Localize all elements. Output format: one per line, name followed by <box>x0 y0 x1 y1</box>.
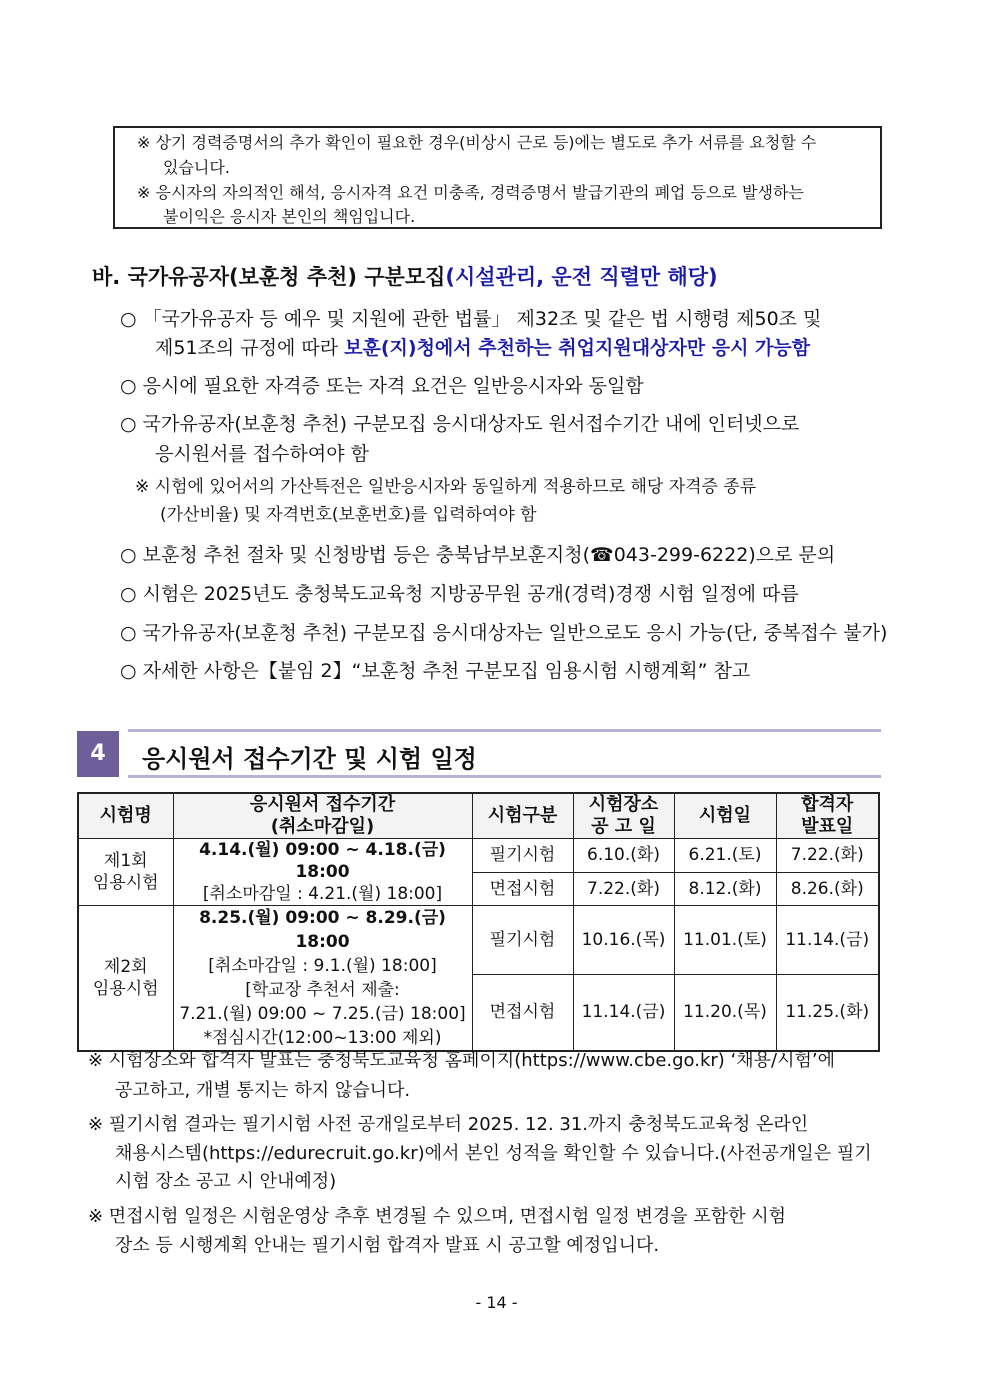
bullet-7: ○ 자세한 사항은【붙임 2】“보훈청 추천 구분모집 임용시험 시행계획” 참고 <box>120 660 751 682</box>
round-2-interview-venue: 11.14.(금) <box>573 974 674 1051</box>
footnote-2-line-3: 시험 장소 공고 시 안내예정) <box>115 1171 337 1192</box>
round-2-interview-exam: 11.20.(목) <box>674 974 776 1051</box>
round-1-period-text: 4.14.(월) 09:00 ~ 4.18.(금) 18:00 <box>199 840 446 882</box>
section-4-rule-bottom <box>128 775 881 778</box>
bullet-3-line-1: ○ 국가유공자(보훈청 추천) 구분모집 응시대상자도 원서접수기간 내에 인터넷으로 <box>120 413 800 435</box>
round-2-name-line-1: 제2회 <box>103 957 148 977</box>
round-2-cancel: [취소마감일 : 9.1.(월) 18:00] <box>208 956 437 976</box>
round-2-name <box>78 906 173 1052</box>
round-1-name-line-1: 제1회 <box>103 851 148 871</box>
bullet-6: ○ 국가유공자(보훈청 추천) 구분모집 응시대상자는 일반으로도 응시 가능(단, 중복접수 불가) <box>120 622 888 644</box>
bullet-1-text: 제51조의 규정에 따라 <box>155 337 345 359</box>
round-1-written-result: 7.22.(화) <box>776 839 879 873</box>
page-number: - 14 - <box>475 1293 518 1312</box>
bullet-3-note-line-1: ※ 시험에 있어서의 가산특전은 일반응시자와 동일하게 적용하므로 해당 자격증 종류 <box>135 477 757 497</box>
footnote-2-line-2: 채용시스템(https://edurecruit.go.kr)에서 본인 성적을 확인할 수 있습니다.(사전공개일은 필기 <box>115 1143 872 1164</box>
round-2-period-text: 8.25.(월) 09:00 ~ 8.29.(금) 18:00 <box>199 908 446 952</box>
header-period-line-2: (취소마감일) <box>270 816 375 837</box>
note-line: ※ 응시자의 자의적인 해석, 응시자격 요건 미충족, 경력증명서 발급기관의 폐업 등으로 발생하는 <box>137 183 804 202</box>
bullet-3-note-line-2: (가산비율) 및 자격번호(보훈번호)를 입력하여야 함 <box>160 505 537 525</box>
round-1-written-exam: 6.21.(토) <box>674 839 776 873</box>
bullet-4: ○ 보훈청 추천 절차 및 신청방법 등은 충북남부보훈지청(☎043-299-6222)으로 문의 <box>120 544 836 566</box>
schedule-table <box>77 792 880 1052</box>
round-2-school-line-1: [학교장 추천서 제출: <box>245 980 400 1000</box>
footnote-3-line-2: 장소 등 시행계획 안내는 필기시험 합격자 발표 시 공고할 예정입니다. <box>115 1235 660 1256</box>
bullet-1-highlight: 보훈(지)청에서 추천하는 취업지원대상자만 응시 가능함 <box>344 337 811 359</box>
table-row <box>78 839 879 873</box>
header-exam-type: 시험구분 <box>472 793 573 839</box>
footnote-2-line-1: ※ 필기시험 결과는 필기시험 사전 공개일로부터 2025. 12. 31.까지 충청북도교육청 온라인 <box>88 1114 809 1135</box>
header-exam-date: 시험일 <box>674 793 776 839</box>
bullet-2: ○ 응시에 필요한 자격증 또는 자격 요건은 일반응시자와 동일함 <box>120 375 644 397</box>
round-2-school-line-2: 7.21.(월) 09:00 ~ 7.25.(금) 18:00] <box>179 1004 466 1024</box>
header-result <box>776 793 879 839</box>
note-line: 불이익은 응시자 본인의 책임입니다. <box>163 207 416 226</box>
header-period-line-1: 응시원서 접수기간 <box>249 794 396 815</box>
round-1-interview-type: 면접시험 <box>472 872 573 906</box>
footnote-1-line-2: 공고하고, 개별 통지는 하지 않습니다. <box>115 1080 411 1101</box>
section-title-text: 바. 국가유공자(보훈청 추천) 구분모집 <box>92 265 446 289</box>
round-1-name-line-2: 임용시험 <box>92 873 159 893</box>
round-2-interview-result: 11.25.(화) <box>776 974 879 1051</box>
header-result-line-2: 발표일 <box>801 816 854 837</box>
section-title <box>92 261 718 291</box>
note-line: ※ 상기 경력증명서의 추가 확인이 필요한 경우(비상시 근로 등)에는 별도로 추가 서류를 요청할 수 <box>137 133 817 152</box>
round-2-written-exam: 11.01.(토) <box>674 906 776 975</box>
table-row <box>78 906 879 975</box>
header-venue-line-2: 공 고 일 <box>591 816 656 837</box>
header-venue <box>573 793 674 839</box>
note-box <box>113 126 882 229</box>
bullet-1-line-1: ○ 「국가유공자 등 예우 및 지원에 관한 법률」 제32조 및 같은 법 시행령 제50조 및 <box>120 308 822 330</box>
bullet-3-line-2: 응시원서를 접수하여야 함 <box>155 443 369 465</box>
note-line: 있습니다. <box>163 158 230 177</box>
header-venue-line-1: 시험장소 <box>588 794 659 815</box>
header-exam-name: 시험명 <box>78 793 173 839</box>
round-2-interview-type: 면접시험 <box>472 974 573 1051</box>
round-1-interview-result: 8.26.(화) <box>776 872 879 906</box>
section-4-title: 응시원서 접수기간 및 시험 일정 <box>142 745 477 773</box>
header-result-line-1: 합격자 <box>801 794 854 815</box>
round-1-written-venue: 6.10.(화) <box>573 839 674 873</box>
round-1-written-type: 필기시험 <box>472 839 573 873</box>
round-2-written-type: 필기시험 <box>472 906 573 975</box>
table-header-row <box>78 793 879 839</box>
section-4-number-badge: 4 <box>77 731 119 777</box>
round-2-period <box>173 906 472 1052</box>
header-period <box>173 793 472 839</box>
bullet-5: ○ 시험은 2025년도 충청북도교육청 지방공무원 공개(경력)경쟁 시험 일정에 따름 <box>120 583 799 605</box>
footnote-3-line-1: ※ 면접시험 일정은 시험운영상 추후 변경될 수 있으며, 면접시험 일정 변경을 포함한 시험 <box>88 1206 787 1227</box>
round-2-written-venue: 10.16.(목) <box>573 906 674 975</box>
section-title-highlight: (시설관리, 운전 직렬만 해당) <box>445 265 718 289</box>
round-2-name-line-2: 임용시험 <box>92 979 159 999</box>
round-1-cancel: [취소마감일 : 4.21.(월) 18:00] <box>202 884 443 904</box>
round-1-period <box>173 839 472 906</box>
round-2-lunch: *점심시간(12:00~13:00 제외) <box>203 1028 442 1048</box>
bullet-1-line-2 <box>155 336 810 360</box>
section-4-rule-top <box>128 729 881 732</box>
round-1-interview-venue: 7.22.(화) <box>573 872 674 906</box>
round-2-written-result: 11.14.(금) <box>776 906 879 975</box>
round-1-interview-exam: 8.12.(화) <box>674 872 776 906</box>
round-1-name <box>78 839 173 906</box>
footnote-1-line-1: ※ 시험장소와 합격자 발표는 충청북도교육청 홈페이지(https://www.cbe.go.kr) ‘채용/시험’에 <box>88 1050 835 1071</box>
